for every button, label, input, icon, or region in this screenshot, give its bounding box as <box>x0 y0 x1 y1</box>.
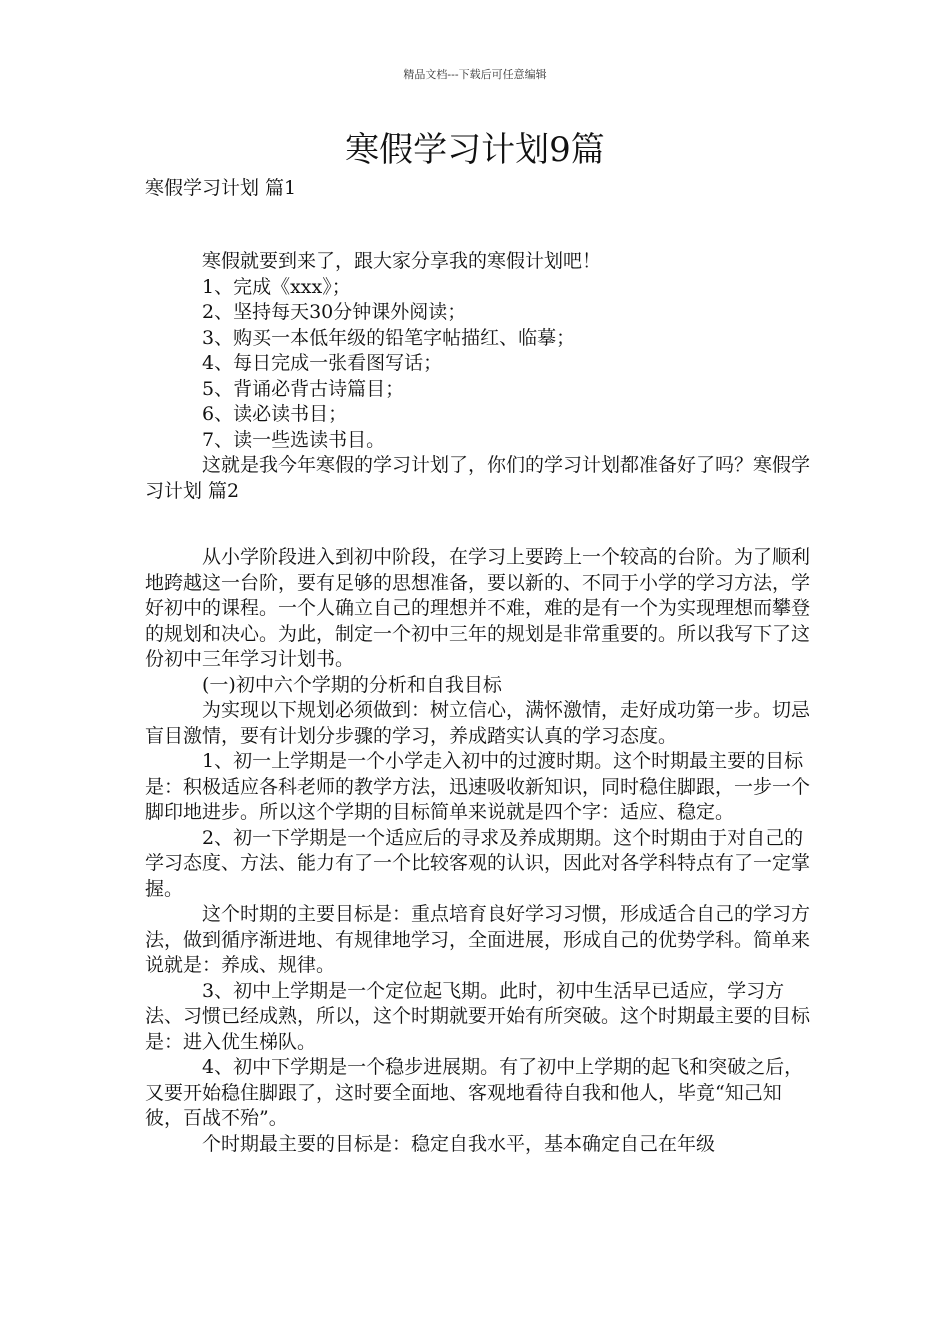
paragraph: 2、初一下学期是一个适应后的寻求及养成期期。这个时期由于对自己的学习态度、方法、能力有了一个比较客观的认识，因此对各学科特点有了一定掌握。 <box>145 826 811 900</box>
section-1-closing: 这就是我今年寒假的学习计划了，你们的学习计划都准备好了吗？寒假学习计划 篇2 <box>145 454 811 502</box>
plan-item: 3、购买一本低年级的铅笔字帖描红、临摹； <box>202 326 576 349</box>
subsection-heading: (一)初中六个学期的分析和自我目标 <box>202 673 502 696</box>
plan-item: 5、背诵必背古诗篇目； <box>202 377 405 400</box>
page-header-note: 精品文档---下载后可任意编辑 <box>403 68 547 81</box>
paragraph: 从小学阶段进入到初中阶段，在学习上要跨上一个较高的台阶。为了顺利地跨越这一台阶，要有足够的思想准备，要以新的、不同于小学的学习方法，学好初中的课程。一个人确立自己的理想并不难，难的是有一个为实现理想而攀登的规划和决心。为此，制定一个初中三年的规划是非常重要的。所以我写下了这份初中三年学习计划书。 <box>145 546 811 670</box>
paragraph: 这个时期的主要目标是：重点培育良好学习习惯，形成适合自己的学习方法，做到循序渐进地、有规律地学习，全面进展，形成自己的优势学科。简单来说就是：养成、规律。 <box>145 903 811 976</box>
section-2-body <box>145 545 810 1157</box>
plan-item: 4、每日完成一张看图写话； <box>202 352 443 374</box>
plan-item: 6、读必读书目； <box>202 403 348 425</box>
paragraph: 3、初中上学期是一个定位起飞期。此时，初中生活早已适应，学习方法、习惯已经成熟，所以，这个时期就要开始有所突破。这个时期最主要的目标是：进入优生梯队。 <box>145 979 811 1053</box>
section-1-body <box>145 249 810 504</box>
paragraph: 4、初中下学期是一个稳步进展期。有了初中上学期的起飞和突破之后，又要开始稳住脚跟了，这时要全面地、客观地看待自我和他人，毕竟“知己知彼，百战不殆”。 <box>145 1056 804 1129</box>
paragraph: 个时期最主要的目标是：稳定自我水平，基本确定自己在年级 <box>202 1132 716 1155</box>
document-title: 寒假学习计划9篇 <box>345 130 605 170</box>
section-1-intro: 寒假就要到来了，跟大家分享我的寒假计划吧！ <box>202 250 602 272</box>
paragraph: 为实现以下规划必须做到：树立信心，满怀激情，走好成功第一步。切忌盲目激情，要有计划分步骤的学习，养成踏实认真的学习态度。 <box>145 699 811 747</box>
plan-item: 7、读一些选读书目。 <box>202 428 386 451</box>
plan-item: 2、坚持每天30分钟课外阅读； <box>202 301 467 323</box>
plan-item: 1、完成《xxx》； <box>202 275 351 298</box>
section-1-heading: 寒假学习计划 篇1 <box>145 177 297 199</box>
paragraph: 1、初一上学期是一个小学走入初中的过渡时期。这个时期最主要的目标是：积极适应各科老师的教学方法，迅速吸收新知识，同时稳住脚跟，一步一个脚印地进步。所以这个学期的目标简单来说就是四个字：适应、稳定。 <box>145 750 811 823</box>
